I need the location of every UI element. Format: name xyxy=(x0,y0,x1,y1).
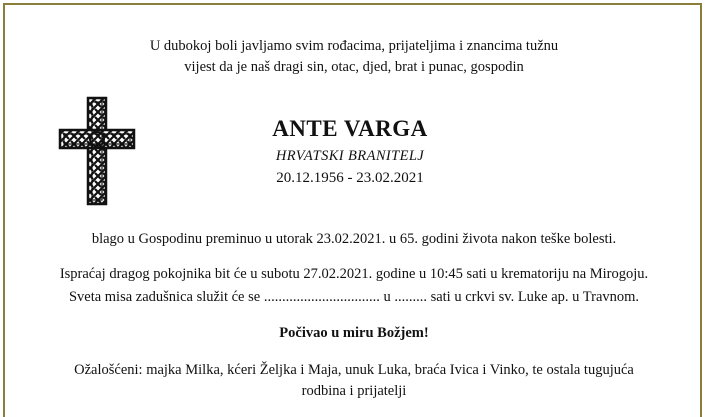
braided-cross-icon xyxy=(58,96,136,206)
deceased-name: ANTE VARGA xyxy=(272,116,428,141)
funeral-line-1: Ispraćaj dragog pokojnika bit će u subotu 27.02.2021. godine u 10:45 sati u krematoriju na Mirogoju. xyxy=(59,266,649,282)
intro-line-1: U dubokoj boli javljamo svim rođacima, prijateljima i znancima tužnu xyxy=(149,38,559,54)
funeral-line-2: Sveta misa zadušnica služit će se ................................ u ......... sati u crkvi sv. Luke ap. u Travnom. xyxy=(68,289,640,305)
life-dates: 20.12.1956 - 23.02.2021 xyxy=(276,170,424,186)
mourners-line-2: rodbina i prijatelji xyxy=(301,383,407,399)
mourners-line-1: Ožalošćeni: majka Milka, kćeri Željka i Maja, unuk Luka, braća Ivica i Vinko, te ostala tugujuća xyxy=(74,362,634,378)
rest-in-peace: Počivao u miru Božjem! xyxy=(279,325,429,341)
passing-text: blago u Gospodinu preminuo u utorak 23.02.2021. u 65. godini života nakon teške bolesti. xyxy=(91,231,617,247)
deceased-title: HRVATSKI BRANITELJ xyxy=(275,148,425,164)
intro-line-2: vijest da je naš dragi sin, otac, djed, brat i punac, gospodin xyxy=(184,59,524,75)
